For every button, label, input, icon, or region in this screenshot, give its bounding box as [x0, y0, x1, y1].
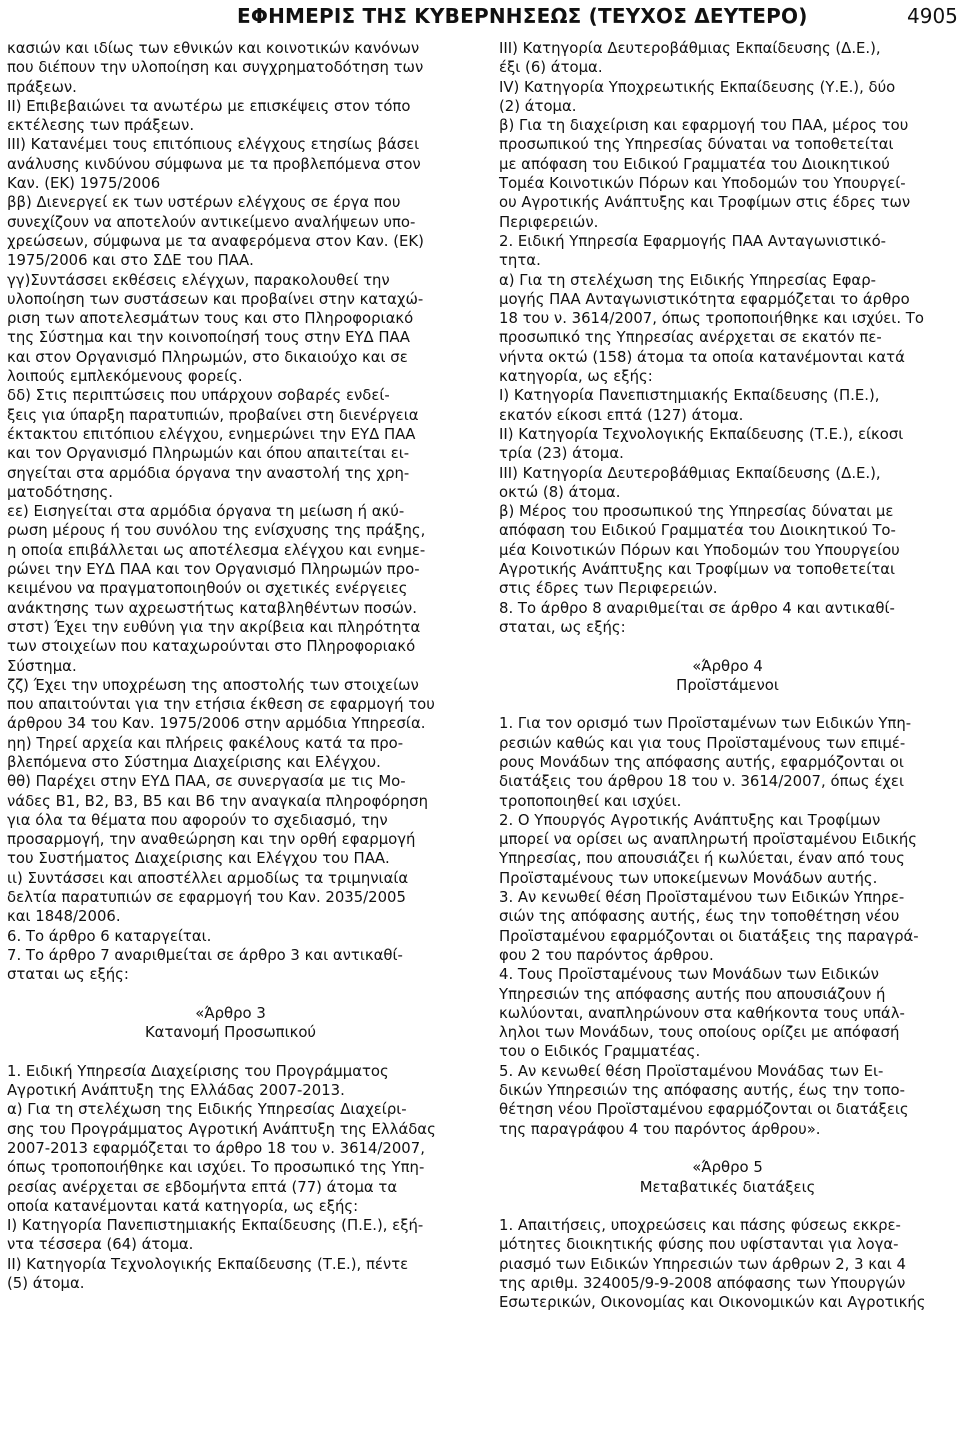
text-line: θθ) Παρέχει στην ΕΥΔ ΠΑΑ, σε συνεργασία με τις Μο-	[7, 772, 406, 791]
text-line: στις έδρες των Περιφερειών.	[499, 579, 718, 598]
text-line: Αγροτικής Ανάπτυξης και Τροφίμων να τοποθετείται	[499, 560, 896, 579]
text-line: της αριθμ. 324005/9-9-2008 απόφασης των Υπουργών	[499, 1274, 906, 1292]
text-line: 3. Αν κενωθεί θέση Προϊσταμένου των Ειδικών Υπηρε-	[499, 888, 905, 907]
text-line: ΙΙ) Κατηγορία Τεχνολογικής Εκπαίδευσης (Τ.Ε.), πέντε	[7, 1254, 409, 1273]
article-heading: «Άρθρο 5	[692, 1158, 763, 1177]
text-line: 2. Ο Υπουργός Αγροτικής Ανάπτυξης και Τροφίμων	[499, 810, 881, 829]
blank-line	[499, 695, 956, 714]
text-line: που διέπουν την υλοποίηση και συγχρηματοδότηση των	[7, 58, 424, 77]
text-line: τητα.	[499, 251, 541, 270]
text-line: κασιών και ιδίως των εθνικών και κοινοτικών κανόνων	[7, 39, 420, 57]
text-line: ρωση μέρους ή του συνόλου της ενίσχυσης της πράξης,	[7, 521, 426, 540]
text-line: (5) άτομα.	[7, 1274, 85, 1292]
text-line: στστ) Έχει την ευθύνη για την ακρίβεια και πληρότητα	[7, 617, 421, 636]
text-line: ββ) Διενεργεί εκ των υστέρων ελέγχους σε έργα που	[7, 193, 401, 212]
text-line: σταται, ως εξής:	[499, 617, 626, 636]
text-line: εκατόν είκοσι επτά (127) άτομα.	[499, 405, 744, 424]
text-line: ριση των αποτελεσμάτων τους και στο Πληροφοριακό	[7, 309, 414, 328]
text-line: 7. Το άρθρο 7 αναριθμείται σε άρθρο 3 και αντικαθί-	[7, 945, 403, 964]
text-line: οποία κατανέμονται κατά κατηγορία, ως εξής:	[7, 1196, 359, 1215]
text-line: υλοποίηση των συστάσεων και προβαίνει στην καταχώ-	[7, 289, 424, 308]
text-line: ματοδότησης.	[7, 482, 114, 501]
text-line: προσωπικού της Υπηρεσίας δύναται να τοποθετείται	[499, 135, 894, 154]
text-line: 2. Ειδική Υπηρεσία Εφαρμογής ΠΑΑ Ανταγωνιστικό-	[499, 231, 887, 250]
text-line: ζζ) Έχει την υποχρέωση της αποστολής των στοιχείων	[7, 675, 419, 694]
text-line: Υπηρεσιών της απόφασης αυτής που απουσιάζουν ή	[499, 984, 886, 1003]
text-line: ριασμό των Ειδικών Υπηρεσιών των άρθρων 2, 3 και 4	[499, 1254, 906, 1273]
text-line: ΙΙΙ) Κατηγορία Δευτεροβάθμιας Εκπαίδευσης (Δ.Ε.),	[499, 463, 881, 482]
text-line: ανάκτησης των αχρεωστήτως καταβληθέντων ποσών.	[7, 598, 417, 617]
text-line: 6. Το άρθρο 6 καταργείται.	[7, 926, 212, 945]
text-line: 1. Για τον ορισμό των Προϊσταμένων των Ειδικών Υπη-	[499, 714, 912, 733]
text-line: έκτακτου επιτόπιου ελέγχου, ενημερώνει την ΕΥΔ ΠΑΑ	[7, 424, 416, 443]
text-line: 8. Το άρθρο 8 αναριθμείται σε άρθρο 4 και αντικαθί-	[499, 598, 895, 617]
text-line: 2007-2013 εφαρμόζεται το άρθρο 18 του ν. 3614/2007,	[7, 1138, 425, 1157]
text-line: ΙV) Κατηγορία Υποχρεωτικής Εκπαίδευσης (Υ.Ε.), δύο	[499, 77, 896, 96]
text-line: β) Μέρος του προσωπικού της Υπηρεσίας δύναται με	[499, 502, 894, 521]
text-line: μπορεί να ορίσει ως αναπληρωτή προϊσταμένου Ειδικής	[499, 830, 918, 849]
text-line: εκτέλεσης των πράξεων.	[7, 116, 195, 135]
text-line: οκτώ (8) άτομα.	[499, 482, 621, 501]
text-line: νάδες Β1, Β2, Β3, Β5 και Β6 την αναγκαία πληροφόρηση	[7, 791, 428, 810]
page-number: 4905	[907, 4, 958, 28]
text-line: Καν. (ΕΚ) 1975/2006	[7, 174, 161, 193]
text-line: ΙΙΙ) Κατηγορία Δευτεροβάθμιας Εκπαίδευσης (Δ.Ε.),	[499, 39, 881, 57]
text-line: προσωπικό της Υπηρεσίας ανέρχεται σε εκατόν πε-	[499, 328, 882, 347]
text-line: τροποποιηθεί και ισχύει.	[499, 791, 682, 810]
text-line: Σύστημα.	[7, 656, 77, 675]
text-line: 18 του ν. 3614/2007, όπως τροποποιήθηκε και ισχύει. Το	[499, 309, 924, 328]
text-line: Εσωτερικών, Οικονομίας και Οικονομικών και Αγροτικής	[499, 1293, 926, 1312]
text-line: για όλα τα θέματα που αφορούν το σχεδιασμό, την	[7, 810, 388, 829]
article-heading: «Άρθρο 3	[195, 1003, 266, 1022]
page-header	[0, 0, 960, 38]
text-line: ληλοι των Μονάδων, τους οποίους ορίζει με απόφασή	[499, 1023, 900, 1042]
text-line: και τον Οργανισμό Πληρωμών και όπου απαιτείται ει-	[7, 444, 410, 463]
text-line: σιών της απόφασης αυτής, έως την τοποθέτηση νέου	[499, 907, 900, 926]
text-line: διατάξεις του άρθρου 18 του ν. 3614/2007, όπως έχει	[499, 772, 904, 791]
text-line: χρεώσεων, σύμφωνα με τα αναφερόμενα στον Καν. (ΕΚ)	[7, 231, 424, 250]
text-line: σταται ως εξής:	[7, 965, 129, 984]
text-line: Περιφερειών.	[499, 212, 599, 231]
text-line: 1. Απαιτήσεις, υποχρεώσεις και πάσης φύσεως εκκρε-	[499, 1216, 901, 1235]
text-line: ΙΙΙ) Κατανέμει τους επιτόπιους ελέγχους ετησίως βάσει	[7, 135, 420, 154]
blank-line	[499, 1139, 956, 1158]
text-line: α) Για τη στελέχωση της Ειδικής Υπηρεσίας Εφαρ-	[499, 270, 876, 289]
text-line: άρθρου 34 του Καν. 1975/2006 στην αρμόδια Υπηρεσία.	[7, 714, 426, 733]
text-line: της παραγράφου 4 του παρόντος άρθρου».	[499, 1119, 821, 1138]
text-line: κειμένου να πραγματοποιηθούν οι σχετικές ενέργειες	[7, 579, 408, 598]
text-line: ρους Μονάδων της απόφασης αυτής, εφαρμόζονται οι	[499, 752, 904, 771]
text-line: δδ) Στις περιπτώσεις που υπάρχουν σοβαρές ενδεί-	[7, 386, 390, 405]
article-heading: Προϊστάμενοι	[676, 675, 779, 694]
text-line: φου 2 του παρόντος άρθρου.	[499, 945, 714, 964]
text-line: Προϊσταμένου εφαρμόζονται οι διατάξεις της παραγρά-	[499, 926, 919, 945]
gazette-title: ΕΦΗΜΕΡΙΣ ΤΗΣ ΚΥΒΕΡΝΗΣΕΩΣ (ΤΕΥΧΟΣ ΔΕΥΤΕΡΟ)	[237, 4, 808, 28]
text-line: θέτηση νέου Προϊσταμένου εφαρμόζονται οι διατάξεις	[499, 1100, 909, 1119]
text-line: με απόφαση του Ειδικού Γραμματέα του Διοικητικού	[499, 154, 890, 173]
text-line: εε) Εισηγείται στα αρμόδια όργανα τη μείωση ή ακύ-	[7, 502, 405, 521]
text-line: έξι (6) άτομα.	[499, 58, 603, 77]
text-line: ΙΙ) Κατηγορία Τεχνολογικής Εκπαίδευσης (Τ.Ε.), είκοσι	[499, 424, 904, 443]
text-line: προσαρμογή, την αναθεώρηση και την ορθή εφαρμογή	[7, 830, 416, 849]
text-line: δελτία παρατυπιών σε εφαρμογή του Καν. 2035/2005	[7, 888, 406, 907]
text-line: των στοιχείων που καταχωρούνται στο Πληροφοριακό	[7, 637, 416, 656]
text-line: ιι) Συντάσσει και αποστέλλει αρμοδίως τα τριμηνιαία	[7, 868, 409, 887]
text-line: 1975/2006 και στο ΣΔΕ του ΠΑΑ.	[7, 251, 254, 270]
text-line: ρώνει την ΕΥΔ ΠΑΑ και τον Οργανισμό Πληρωμών προ-	[7, 560, 420, 579]
text-line: τρία (23) άτομα.	[499, 444, 624, 463]
text-line: λοιπούς εμπλεκόμενους φορείς.	[7, 367, 243, 386]
text-line: του Συστήματος Διαχείρισης και Ελέγχου του ΠΑΑ.	[7, 849, 390, 868]
text-line: ξεις για ύπαρξη παρατυπιών, προβαίνει στη διενέργεια	[7, 405, 419, 424]
text-line: ανάλυσης κινδύνου σύμφωνα με τα προβλεπόμενα στον	[7, 154, 421, 173]
text-line: κατηγορία, ως εξής:	[499, 367, 653, 386]
text-line: σηγείται στα αρμόδια όργανα την αναστολή της χρη-	[7, 463, 410, 482]
text-line: που απαιτούνται για την ετήσια έκθεση σε εφαρμογή του	[7, 695, 435, 714]
text-line: της Σύστημα και την κοινοποίησή τους στην ΕΥΔ ΠΑΑ	[7, 328, 410, 347]
text-line: απόφαση του Ειδικού Γραμματέα του Διοικητικού Το-	[499, 521, 896, 540]
text-line: (2) άτομα.	[499, 96, 577, 115]
text-line: νήντα οκτώ (158) άτομα τα οποία κατανέμονται κατά	[499, 347, 905, 366]
text-line: β) Για τη διαχείριση και εφαρμογή του ΠΑΑ, μέρος του	[499, 116, 909, 135]
text-line: και 1848/2006.	[7, 907, 121, 926]
text-line: Υπηρεσίας, που απουσιάζει ή κωλύεται, έναν από τους	[499, 849, 905, 868]
text-line: του ο Ειδικός Γραμματέας.	[499, 1042, 701, 1061]
left-column	[7, 39, 454, 1293]
text-line: Προϊσταμένους των υποκείμενων Μονάδων αυτής.	[499, 868, 878, 887]
text-line: μότητες διοικητικής φύσης που υφίστανται για λογα-	[499, 1235, 899, 1254]
blank-line	[7, 1042, 454, 1061]
right-column	[499, 39, 956, 1313]
blank-line	[7, 985, 454, 1004]
text-line: κωλύονται, αναπληρώνουν στα καθήκοντα τους υπάλ-	[499, 1003, 905, 1022]
text-line: ηη) Τηρεί αρχεία και πλήρεις φακέλους κατά τα προ-	[7, 733, 404, 752]
blank-line	[499, 1197, 956, 1216]
text-line: δικών Υπηρεσιών της απόφασης αυτής, έως την τοπο-	[499, 1081, 905, 1100]
text-line: Ι) Κατηγορία Πανεπιστημιακής Εκπαίδευσης (Π.Ε.),	[499, 386, 880, 405]
text-line: 4. Τους Προϊσταμένους των Μονάδων των Ειδικών	[499, 965, 879, 984]
text-line: σης του Προγράμματος Αγροτική Ανάπτυξη της Ελλάδας	[7, 1119, 436, 1138]
article-heading: «Άρθρο 4	[692, 656, 763, 675]
text-line: Τομέα Κοινοτικών Πόρων και Υποδομών του Υπουργεί-	[499, 174, 906, 193]
text-line: μέα Κοινοτικών Πόρων και Υποδομών του Υπουργείου	[499, 540, 900, 559]
text-line: Ι) Κατηγορία Πανεπιστημιακής Εκπαίδευσης (Π.Ε.), εξή-	[7, 1216, 424, 1235]
text-line: και στον Οργανισμό Πληρωμών, στο δικαιούχο και σε	[7, 347, 408, 366]
text-line: βλεπόμενα στο Σύστημα Διαχείρισης και Ελέγχου.	[7, 752, 381, 771]
text-line: πράξεων.	[7, 77, 77, 96]
text-line: ρεσιών καθώς και για τους Προϊσταμένους των επιμέ-	[499, 733, 906, 752]
text-line: α) Για τη στελέχωση της Ειδικής Υπηρεσίας Διαχείρι-	[7, 1100, 407, 1119]
text-line: Αγροτική Ανάπτυξη της Ελλάδας 2007-2013.	[7, 1081, 345, 1100]
text-line: συνεχίζουν να αποτελούν αντικείμενο αναλήψεων υπο-	[7, 212, 416, 231]
text-line: η οποία επιβάλλεται ως αποτέλεσμα ελέγχου και ενημε-	[7, 540, 426, 559]
text-line: ντα τέσσερα (64) άτομα.	[7, 1235, 194, 1254]
text-line: ου Αγροτικής Ανάπτυξης και Τροφίμων στις έδρες των	[499, 193, 911, 212]
text-line: ρεσίας ανέρχεται σε εβδομήντα επτά (77) άτομα τα	[7, 1177, 398, 1196]
text-line: γγ)Συντάσσει εκθέσεις ελέγχων, παρακολουθεί την	[7, 270, 390, 289]
text-line: ΙΙ) Επιβεβαιώνει τα ανωτέρω με επισκέψεις στον τόπο	[7, 96, 411, 115]
article-heading: Μεταβατικές διατάξεις	[639, 1177, 816, 1196]
text-line: 5. Αν κενωθεί θέση Προϊσταμένου Μονάδας των Ει-	[499, 1061, 884, 1080]
article-heading: Κατανομή Προσωπικού	[144, 1023, 317, 1042]
text-line: όπως τροποποιήθηκε και ισχύει. Το προσωπικό της Υπη-	[7, 1158, 425, 1177]
blank-line	[499, 637, 956, 656]
text-line: μογής ΠΑΑ Ανταγωνιστικότητα εφαρμόζεται το άρθρο	[499, 289, 910, 308]
text-line: 1. Ειδική Υπηρεσία Διαχείρισης του Προγράμματος	[7, 1061, 389, 1080]
